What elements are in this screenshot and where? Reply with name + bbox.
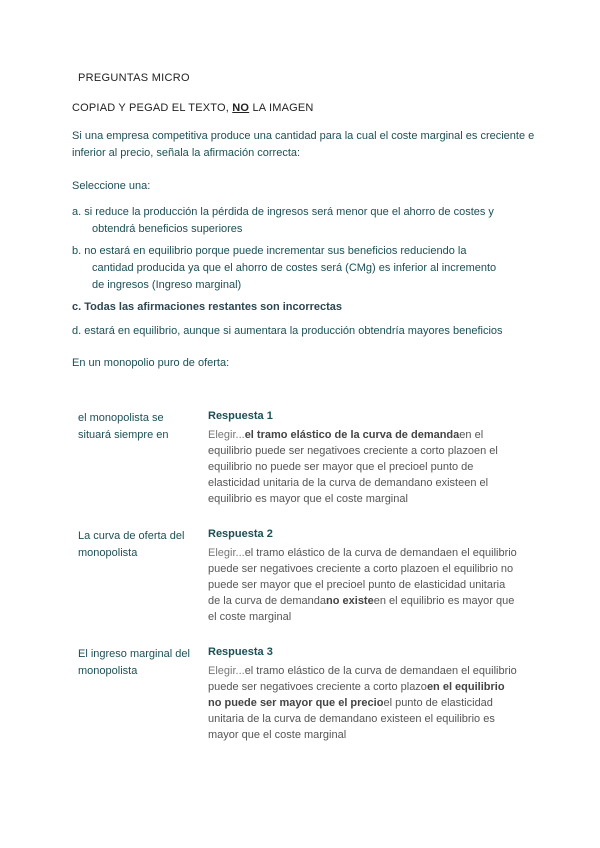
option-a-line2: obtendrá beneficios superiores — [92, 223, 243, 235]
option-c-line1: Todas las afirmaciones restantes son incorrectas — [84, 301, 343, 313]
option-b[interactable] — [72, 243, 532, 294]
response-1-choice[interactable]: el punto de elasticidad unitaria de la curva de demanda — [208, 461, 474, 489]
option-d[interactable] — [72, 323, 532, 340]
option-d-line1: estará en equilibrio, aunque si aumentara la producción obtendría mayores beneficios — [84, 325, 503, 337]
option-a[interactable] — [72, 204, 532, 238]
response-3-choice[interactable]: no existe — [365, 713, 410, 725]
instructions-emphasis: NO — [232, 102, 250, 114]
response-1-choice[interactable]: no existe — [420, 477, 465, 489]
question-2-text: En un monopolio puro de oferta: — [72, 357, 230, 369]
response-3-title: Respuesta 3 — [208, 646, 273, 658]
question-1-text: Si una empresa competitiva produce una cantidad para la cual el coste marginal es creciente e inferior al precio, señala la afirmación correcta: — [72, 130, 535, 159]
match-row-1-label: el monopolista se situará siempre en — [78, 412, 169, 441]
option-a-line1: si reduce la producción la pérdida de ingresos será menor que el ahorro de costes y — [84, 206, 494, 218]
response-3-choice[interactable]: en el equilibrio es mayor que el coste marginal — [208, 713, 495, 741]
response-1-prompt: Elegir... — [208, 429, 245, 441]
response-2-choice[interactable]: no existe — [326, 595, 374, 607]
match-row-2-label: La curva de oferta del monopolista — [78, 530, 185, 559]
option-a-letter: a. — [72, 206, 82, 218]
response-1-choice[interactable]: en el equilibrio no puede ser mayor que el precio — [208, 445, 498, 473]
copy-instructions — [72, 102, 314, 114]
response-1-select[interactable] — [208, 427, 518, 507]
response-2-choice[interactable]: en el equilibrio puede ser negativo — [208, 547, 517, 575]
response-3-select[interactable] — [208, 663, 518, 743]
option-b-letter: b. — [72, 245, 82, 257]
response-1-choice[interactable]: es creciente a corto plazo — [348, 445, 475, 457]
option-b-line3: de ingresos (Ingreso marginal) — [92, 279, 242, 291]
response-2-choice[interactable]: en el equilibrio no puede ser mayor que el precio — [208, 563, 514, 591]
response-2-choice[interactable]: el tramo elástico de la curva de demanda — [244, 547, 446, 559]
instructions-after: LA IMAGEN — [249, 102, 314, 114]
match-row-3-label: El ingreso marginal del monopolista — [78, 648, 190, 677]
response-2-choice[interactable]: el punto de elasticidad unitaria de la curva de demanda — [208, 579, 506, 607]
response-2-choice[interactable]: en el equilibrio es mayor que el coste marginal — [208, 595, 515, 623]
response-3-choice[interactable]: en el equilibrio no puede ser mayor que el precio — [208, 681, 505, 709]
select-one-label: Seleccione una: — [72, 180, 151, 192]
option-c-letter: c. — [72, 301, 82, 313]
response-1-title: Respuesta 1 — [208, 410, 273, 422]
response-1-choice[interactable]: el tramo elástico de la curva de demanda — [244, 429, 460, 441]
response-2-choice[interactable]: es creciente a corto plazo — [301, 563, 427, 575]
response-1-choice[interactable]: en el equilibrio es mayor que el coste marginal — [208, 477, 489, 505]
option-d-letter: d. — [72, 325, 82, 337]
instructions-before: COPIAD Y PEGAD EL TEXTO, — [72, 102, 233, 114]
response-3-choice[interactable]: el tramo elástico de la curva de demanda — [244, 665, 446, 677]
response-3-choice[interactable]: es creciente a corto plazo — [301, 681, 427, 693]
response-3-prompt: Elegir... — [208, 665, 245, 677]
response-2-prompt: Elegir... — [208, 547, 245, 559]
response-2-title: Respuesta 2 — [208, 528, 273, 540]
option-c[interactable] — [72, 299, 532, 316]
option-b-line1: no estará en equilibrio porque puede incrementar sus beneficios reduciendo la — [84, 245, 467, 257]
response-3-choice[interactable]: el punto de elasticidad unitaria de la curva de demanda — [208, 697, 493, 725]
response-3-choice[interactable]: en el equilibrio puede ser negativo — [208, 665, 517, 693]
option-b-line2: cantidad producida ya que el ahorro de costes será (CMg) es inferior al incremento — [92, 262, 497, 274]
response-2-select[interactable] — [208, 545, 518, 625]
response-1-choice[interactable]: en el equilibrio puede ser negativo — [208, 429, 484, 457]
document-heading: PREGUNTAS MICRO — [78, 72, 190, 84]
